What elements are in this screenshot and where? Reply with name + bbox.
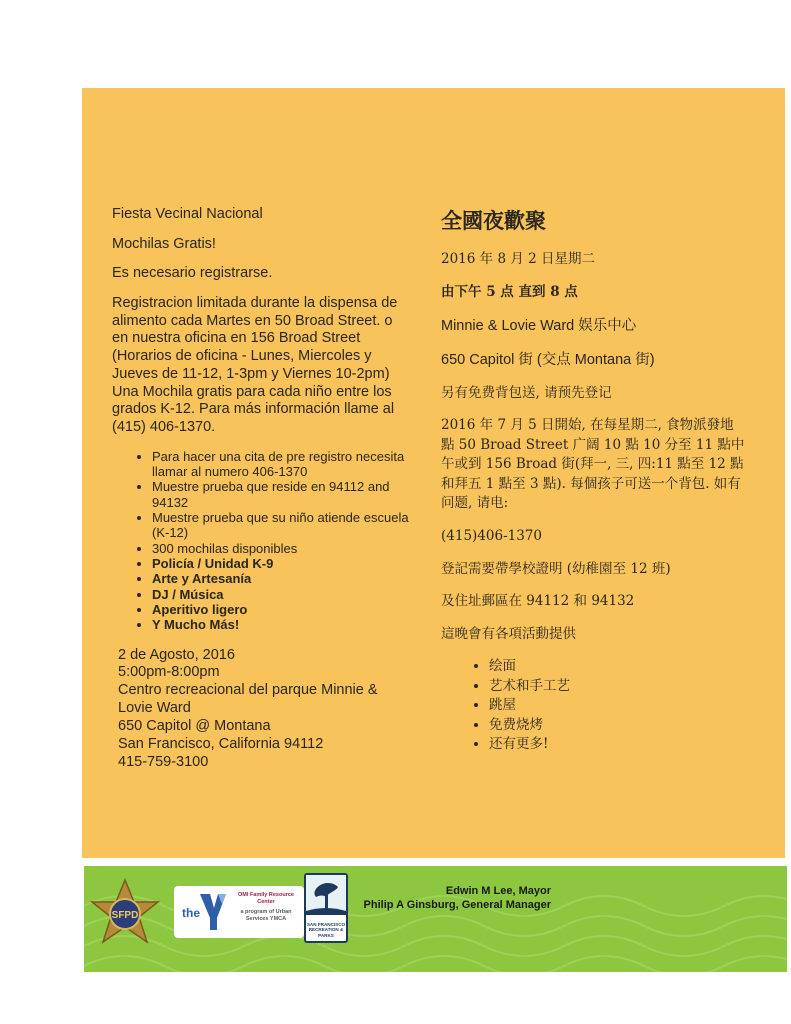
chinese-date: 2016 年 8 月 2 日星期二 (441, 251, 595, 268)
ymca-center-name: OMI Family Resource Center (238, 892, 294, 905)
event-address: 650 Capitol @ Montana (118, 718, 271, 735)
spanish-paragraph: Registracion limitada durante la dispensa de alimento cada Martes en 50 Broad Street. o en nuestra oficina en 156 Broad Street (Horarios de oficina - Lunes, Miercoles y Jueves de 11-12, 1-3pm y Viernes 10-2pm) Una Mochila gratis para cada niño entre los grados K-12. Para más información llame al (415) 406-1370. (112, 295, 398, 435)
chinese-phone: (415)406-1370 (441, 527, 542, 544)
chinese-column (441, 206, 746, 755)
list-item: • Para hacer una cita de pre registro necesita llamar al numero 406-1370 (152, 449, 412, 480)
sponsor-footer (84, 866, 787, 972)
list-item: • DJ / Música (152, 587, 412, 602)
list-item: • 绘面 (489, 657, 746, 677)
event-city: San Francisco, California 94112 (118, 736, 324, 753)
sfpd-label: SFPD (111, 910, 139, 921)
list-item: • 跳屋 (489, 696, 746, 716)
chinese-paragraph: 2016 年 7 月 5 日開始, 在每星期二, 食物派發地點 50 Broad Street 广阔 10 點 10 分至 11 點中午或到 156 Broad 街(拜一, 三, 四:11 點至 12 點和拜五 1 點至 3 點). 每個孩子可送一个背包. 如有问题, 请电: (441, 417, 745, 512)
ymca-the-label: the (182, 906, 200, 920)
list-item: • 免费烧烤 (489, 716, 746, 736)
list-item: • Aperitivo ligero (152, 602, 412, 617)
officials-credits (364, 885, 551, 913)
rp-city: SAN FRANCISCO (306, 921, 346, 927)
list-item: • Policía / Unidad K-9 (152, 556, 412, 571)
spanish-register-note: Es necesario registrarse. (112, 265, 273, 282)
event-venue: Centro recreacional del parque Minnie & Lovie Ward (118, 682, 378, 717)
rp-caption (306, 922, 346, 939)
ymca-program-note: a program of Urban Services YMCA (240, 908, 292, 922)
mayor-credit: Edwin M Lee, Mayor (445, 885, 551, 897)
ymca-y-icon (198, 892, 228, 932)
list-item: • Y Mucho Más! (152, 617, 412, 632)
list-item: • Arte y Artesanía (152, 571, 412, 586)
chinese-backpack-note: 另有免费背包送, 请预先登记 (441, 384, 612, 401)
list-item: • 还有更多! (489, 735, 746, 755)
list-item: • 300 mochilas disponibles (152, 541, 412, 556)
list-item: • Muestre prueba que su niño atiende escuela (K-12) (152, 510, 412, 541)
spanish-subtitle: Mochilas Gratis! (112, 235, 216, 252)
event-phone: 415-759-3100 (118, 754, 209, 771)
chinese-activities: 這晚會有各項活動提供 (441, 625, 576, 642)
chinese-school-proof: 登記需要帶學校證明 (幼稚園至 12 班) (441, 560, 671, 577)
recreation-parks-logo (304, 873, 348, 943)
event-date: 2 de Agosto, 2016 (118, 646, 235, 663)
general-manager-credit: Philip A Ginsburg, General Manager (363, 898, 551, 911)
event-time: 5:00pm-8:00pm (118, 664, 220, 681)
ymca-caption (230, 892, 302, 923)
chinese-venue: Minnie & Lovie Ward 娱乐中心 (441, 317, 637, 334)
star-badge-icon (90, 878, 160, 958)
chinese-zip-proof: 及住址郵區在 94112 和 94132 (441, 593, 635, 610)
spanish-bullet-list (112, 449, 412, 633)
sfpd-badge-logo (90, 878, 160, 958)
ymca-logo (174, 886, 304, 938)
rp-department: RECREATION & PARKS (308, 927, 344, 938)
list-item: • Muestre prueba que reside en 94112 and 94132 (152, 479, 412, 510)
chinese-address: 650 Capitol 街 (交点 Montana 街) (441, 351, 655, 368)
list-item: • 艺术和手工艺 (489, 677, 746, 697)
chinese-title: 全國夜歡聚 (441, 208, 546, 233)
spanish-title: Fiesta Vecinal Nacional (112, 206, 263, 222)
cypress-tree-icon (306, 875, 346, 915)
chinese-activity-list (441, 657, 746, 755)
chinese-time: 由下午 5 点 直到 8 点 (441, 284, 578, 300)
spanish-column (112, 206, 412, 772)
spanish-event-details (118, 647, 412, 773)
